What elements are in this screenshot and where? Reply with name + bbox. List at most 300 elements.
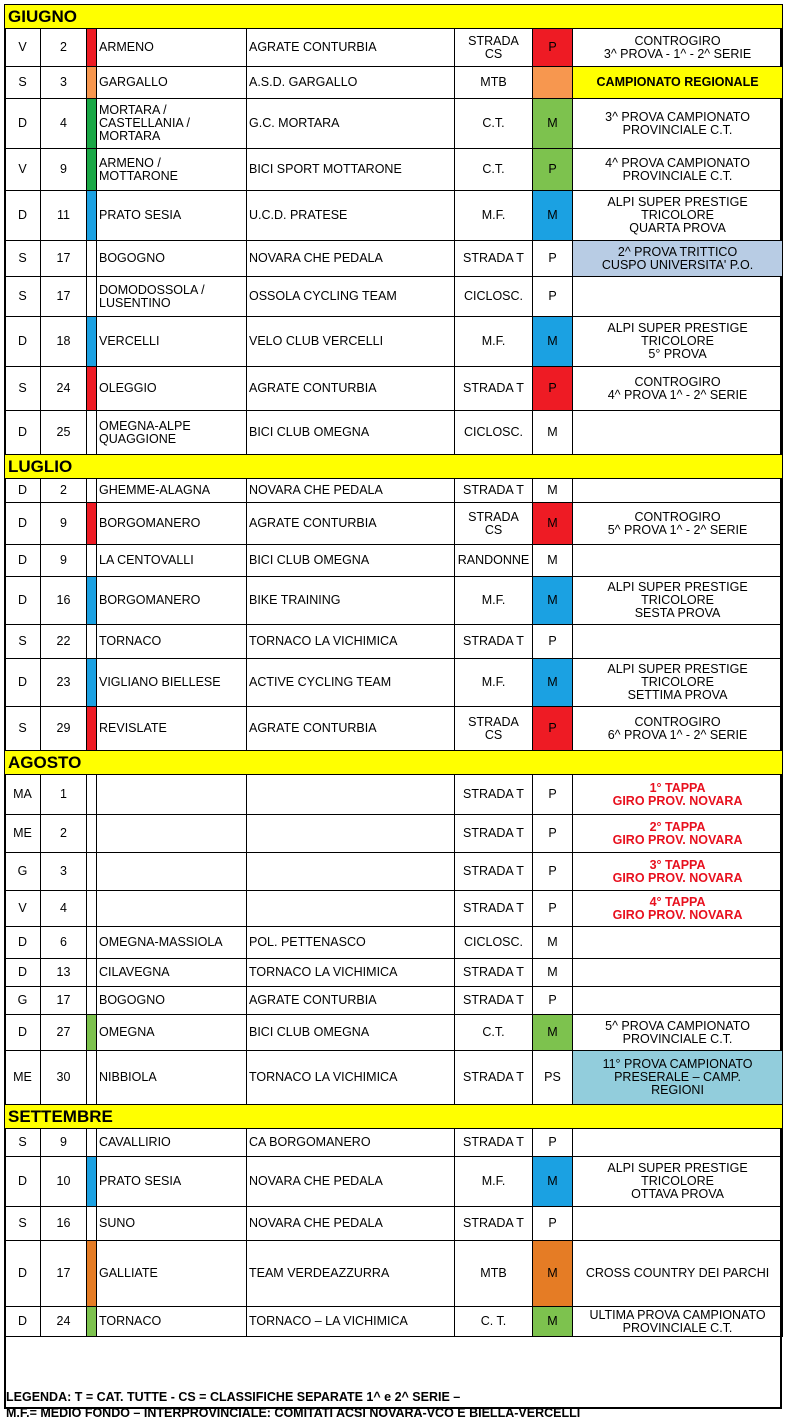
race-type-cell-line: MTB [480, 1266, 507, 1280]
event-row [5, 479, 783, 503]
notes-cell [573, 29, 783, 67]
event-row [5, 545, 783, 577]
notes-cell [573, 317, 783, 367]
notes-cell [573, 1207, 783, 1241]
location-cell-line: SUNO [99, 1216, 136, 1230]
race-type-cell [455, 149, 533, 191]
notes-cell [573, 853, 783, 891]
event-row [5, 1129, 783, 1157]
race-type-cell-line: STRADA T [463, 901, 524, 915]
date-cell: 9 [41, 503, 87, 545]
category-cell: M [533, 545, 573, 577]
weekday-cell: D [5, 503, 41, 545]
notes-cell-line: QUARTA PROVA [629, 221, 726, 235]
category-cell: M [533, 1157, 573, 1207]
race-type-cell-line: C.T. [482, 1025, 505, 1039]
category-color-bar [87, 503, 97, 545]
weekday-cell: D [5, 99, 41, 149]
race-type-cell-line: RANDONNE [457, 553, 530, 567]
race-type-cell [455, 1307, 533, 1337]
race-type-cell-line: C.T. [482, 116, 505, 130]
month-title: AGOSTO [5, 751, 783, 775]
month-header [5, 751, 783, 775]
race-type-cell [455, 987, 533, 1015]
date-cell: 1 [41, 775, 87, 815]
date-cell: 2 [41, 479, 87, 503]
location-cell [97, 241, 247, 277]
location-cell [97, 1307, 247, 1337]
notes-cell-line: GIRO PROV. NOVARA [612, 832, 743, 847]
notes-cell [573, 1129, 783, 1157]
race-type-cell-line: CS [484, 522, 503, 537]
organizer-cell [247, 707, 455, 751]
organizer-cell [247, 149, 455, 191]
weekday-cell: V [5, 891, 41, 927]
category-color-bar [87, 707, 97, 751]
notes-cell [573, 1157, 783, 1207]
location-cell [97, 1129, 247, 1157]
date-cell: 18 [41, 317, 87, 367]
notes-cell-line: TRICOLORE [641, 334, 714, 348]
weekday-cell: D [5, 1015, 41, 1051]
notes-cell [573, 891, 783, 927]
category-cell: P [533, 707, 573, 751]
category-color-bar [87, 29, 97, 67]
race-type-cell [455, 1207, 533, 1241]
event-row [5, 1015, 783, 1051]
organizer-cell [247, 577, 455, 625]
legend-line-1: LEGENDA: T = CAT. TUTTE - CS = CLASSIFICHE SEPARATE 1^ e 2^ SERIE – [6, 1390, 461, 1404]
calendar-body [5, 5, 783, 1337]
location-cell [97, 959, 247, 987]
location-cell [97, 149, 247, 191]
race-type-cell [455, 411, 533, 455]
location-cell-line: TORNACO [99, 1314, 162, 1328]
notes-cell-line: 2^ PROVA TRITTICO [617, 244, 738, 259]
organizer-cell [247, 411, 455, 455]
date-cell: 24 [41, 367, 87, 411]
race-type-cell [455, 853, 533, 891]
location-cell [97, 277, 247, 317]
race-type-cell-line: CS [484, 46, 503, 61]
date-cell: 2 [41, 29, 87, 67]
location-cell [97, 367, 247, 411]
date-cell: 16 [41, 1207, 87, 1241]
organizer-cell [247, 927, 455, 959]
location-cell [97, 191, 247, 241]
notes-cell [573, 99, 783, 149]
notes-cell-line: CROSS COUNTRY DEI PARCHI [585, 1266, 770, 1280]
location-cell [97, 625, 247, 659]
notes-cell-line: ALPI SUPER PRESTIGE [607, 1161, 748, 1175]
location-cell [97, 577, 247, 625]
race-type-cell [455, 775, 533, 815]
notes-cell-line: CONTROGIRO [634, 714, 721, 729]
organizer-cell-line: BICI SPORT MOTTARONE [249, 162, 402, 176]
notes-cell-line: GIRO PROV. NOVARA [612, 793, 743, 808]
notes-cell-line: TRICOLORE [641, 1174, 714, 1188]
race-type-cell-line: STRADA T [463, 634, 524, 648]
category-color-bar [87, 367, 97, 411]
event-row [5, 659, 783, 707]
location-cell-line: GHEMME-ALAGNA [99, 483, 211, 497]
organizer-cell [247, 853, 455, 891]
category-cell: P [533, 625, 573, 659]
location-cell-line: VIGLIANO BIELLESE [99, 675, 221, 689]
category-color-bar [87, 277, 97, 317]
notes-cell [573, 479, 783, 503]
notes-cell-line: TRICOLORE [641, 675, 714, 689]
date-cell: 6 [41, 927, 87, 959]
weekday-cell: S [5, 625, 41, 659]
organizer-cell [247, 959, 455, 987]
organizer-cell [247, 317, 455, 367]
notes-cell [573, 1051, 783, 1105]
category-cell: P [533, 29, 573, 67]
organizer-cell [247, 479, 455, 503]
category-color-bar [87, 1241, 97, 1307]
location-cell [97, 317, 247, 367]
location-cell-line: ARMENO / [99, 155, 161, 170]
date-cell: 30 [41, 1051, 87, 1105]
race-type-cell [455, 241, 533, 277]
weekday-cell: S [5, 707, 41, 751]
race-type-cell [455, 1241, 533, 1307]
organizer-cell-line: OSSOLA CYCLING TEAM [249, 289, 397, 303]
organizer-cell [247, 1015, 455, 1051]
category-cell: M [533, 99, 573, 149]
organizer-cell [247, 1157, 455, 1207]
notes-cell-line: 3° TAPPA [649, 857, 706, 872]
location-cell-line: LUSENTINO [99, 295, 171, 310]
event-row [5, 1207, 783, 1241]
race-type-cell [455, 277, 533, 317]
notes-cell-line: ALPI SUPER PRESTIGE [607, 580, 748, 594]
notes-cell [573, 959, 783, 987]
event-row [5, 99, 783, 149]
race-type-cell-line: M.F. [481, 208, 506, 222]
date-cell: 11 [41, 191, 87, 241]
notes-cell-line: GIRO PROV. NOVARA [612, 870, 743, 885]
notes-cell [573, 277, 783, 317]
category-cell: P [533, 853, 573, 891]
location-cell [97, 927, 247, 959]
notes-cell [573, 503, 783, 545]
weekday-cell: D [5, 577, 41, 625]
race-type-cell [455, 503, 533, 545]
organizer-cell [247, 1129, 455, 1157]
category-cell: P [533, 367, 573, 411]
category-color-bar [87, 149, 97, 191]
date-cell: 17 [41, 987, 87, 1015]
race-type-cell [455, 815, 533, 853]
organizer-cell-line: TORNACO LA VICHIMICA [249, 1070, 398, 1084]
organizer-cell [247, 815, 455, 853]
race-type-cell [455, 1051, 533, 1105]
notes-cell-line: 5^ PROVA 1^ - 2^ SERIE [607, 522, 748, 537]
event-row [5, 707, 783, 751]
race-type-cell [455, 577, 533, 625]
organizer-cell [247, 659, 455, 707]
location-cell-line: OLEGGIO [99, 381, 157, 395]
weekday-cell: ME [5, 815, 41, 853]
location-cell-line: BORGOMANERO [99, 593, 201, 607]
category-cell: M [533, 1015, 573, 1051]
date-cell: 2 [41, 815, 87, 853]
notes-cell [573, 67, 783, 99]
notes-cell-line: 4^ PROVA CAMPIONATO [605, 155, 750, 170]
race-type-cell [455, 191, 533, 241]
notes-cell-line: 3^ PROVA CAMPIONATO [605, 109, 750, 124]
category-cell: P [533, 1129, 573, 1157]
weekday-cell: ME [5, 1051, 41, 1105]
category-color-bar [87, 67, 97, 99]
organizer-cell-line: NOVARA CHE PEDALA [249, 251, 383, 265]
category-cell: M [533, 317, 573, 367]
event-row [5, 959, 783, 987]
weekday-cell: D [5, 1241, 41, 1307]
location-cell-line: GARGALLO [99, 75, 168, 89]
location-cell-line: PRATO SESIA [99, 1174, 182, 1188]
race-type-cell [455, 367, 533, 411]
weekday-cell: V [5, 29, 41, 67]
organizer-cell [247, 1307, 455, 1337]
legend-line-2: M.F.= MEDIO FONDO – INTERPROVINCIALE: COMITATI ACSI NOVARA-VCO E BIELLA-VERCELLI [6, 1406, 581, 1420]
notes-cell-line: CONTROGIRO [634, 509, 721, 524]
event-row [5, 625, 783, 659]
weekday-cell: D [5, 479, 41, 503]
notes-cell-line: ALPI SUPER PRESTIGE [607, 321, 748, 335]
notes-cell-line: 4° TAPPA [649, 894, 706, 909]
weekday-cell: S [5, 277, 41, 317]
location-cell [97, 707, 247, 751]
event-row [5, 927, 783, 959]
location-cell [97, 853, 247, 891]
notes-cell-line: CUSPO UNIVERSITA' P.O. [601, 257, 754, 272]
race-type-cell-line: STRADA T [463, 483, 524, 497]
organizer-cell [247, 29, 455, 67]
notes-cell-line: TRICOLORE [641, 208, 714, 222]
race-type-cell-line: STRADA T [463, 381, 524, 395]
notes-cell-line: 3^ PROVA - 1^ - 2^ SERIE [603, 46, 752, 61]
race-type-cell [455, 479, 533, 503]
race-type-cell-line: STRADA [468, 33, 519, 48]
date-cell: 23 [41, 659, 87, 707]
category-cell: M [533, 503, 573, 545]
organizer-cell-line: AGRATE CONTURBIA [249, 40, 377, 54]
notes-cell [573, 659, 783, 707]
race-type-cell-line: STRADA T [463, 864, 524, 878]
organizer-cell-line: TORNACO – LA VICHIMICA [249, 1314, 408, 1328]
location-cell-line: BOGOGNO [99, 993, 165, 1007]
location-cell-line: VERCELLI [99, 334, 160, 348]
notes-cell [573, 1307, 783, 1337]
location-cell [97, 1051, 247, 1105]
weekday-cell: D [5, 959, 41, 987]
notes-cell-line: 11° PROVA CAMPIONATO [602, 1057, 753, 1071]
race-type-cell-line: STRADA T [463, 251, 524, 265]
organizer-cell-line: AGRATE CONTURBIA [249, 381, 377, 395]
category-cell: P [533, 815, 573, 853]
category-color-bar [87, 815, 97, 853]
category-cell: P [533, 891, 573, 927]
month-title: LUGLIO [5, 455, 783, 479]
event-row [5, 1307, 783, 1337]
race-type-cell-line: CICLOSC. [463, 289, 524, 303]
category-cell: M [533, 411, 573, 455]
notes-cell [573, 927, 783, 959]
notes-cell [573, 149, 783, 191]
race-type-cell-line: M.F. [481, 593, 506, 607]
date-cell: 3 [41, 853, 87, 891]
event-row [5, 987, 783, 1015]
location-cell [97, 503, 247, 545]
weekday-cell: G [5, 853, 41, 891]
notes-cell-line: ALPI SUPER PRESTIGE [607, 195, 748, 209]
notes-cell-line: CONTROGIRO [634, 33, 721, 48]
notes-cell [573, 411, 783, 455]
race-type-cell-line: STRADA T [463, 1070, 524, 1084]
category-cell [533, 67, 573, 99]
organizer-cell-line: NOVARA CHE PEDALA [249, 1174, 383, 1188]
date-cell: 17 [41, 277, 87, 317]
category-color-bar [87, 1129, 97, 1157]
location-cell [97, 29, 247, 67]
date-cell: 27 [41, 1015, 87, 1051]
category-color-bar [87, 853, 97, 891]
race-type-cell-line: C.T. [482, 162, 505, 176]
date-cell: 9 [41, 1129, 87, 1157]
organizer-cell-line: ACTIVE CYCLING TEAM [249, 675, 392, 689]
weekday-cell: MA [5, 775, 41, 815]
category-color-bar [87, 987, 97, 1015]
event-row [5, 891, 783, 927]
organizer-cell-line: G.C. MORTARA [249, 116, 340, 130]
event-row [5, 241, 783, 277]
weekday-cell: D [5, 411, 41, 455]
location-cell [97, 775, 247, 815]
category-color-bar [87, 1015, 97, 1051]
race-type-cell-line: CICLOSC. [463, 425, 524, 439]
race-type-cell-line: STRADA T [463, 993, 524, 1007]
month-header [5, 455, 783, 479]
notes-cell-line: PROVINCIALE C.T. [622, 1031, 733, 1046]
race-type-cell-line: STRADA T [463, 826, 524, 840]
event-row [5, 775, 783, 815]
category-color-bar [87, 1157, 97, 1207]
race-type-cell [455, 659, 533, 707]
category-cell: PS [533, 1051, 573, 1105]
location-cell-line: DOMODOSSOLA / [99, 282, 205, 297]
weekday-cell: S [5, 1129, 41, 1157]
date-cell: 10 [41, 1157, 87, 1207]
race-type-cell [455, 707, 533, 751]
notes-cell [573, 1015, 783, 1051]
notes-cell-line: SESTA PROVA [634, 606, 721, 620]
organizer-cell [247, 99, 455, 149]
race-type-cell [455, 67, 533, 99]
race-type-cell [455, 959, 533, 987]
organizer-cell [247, 503, 455, 545]
organizer-cell-line: AGRATE CONTURBIA [249, 516, 377, 530]
race-type-cell [455, 99, 533, 149]
event-row [5, 191, 783, 241]
category-cell: M [533, 927, 573, 959]
category-cell: M [533, 479, 573, 503]
location-cell [97, 99, 247, 149]
location-cell-line: QUAGGIONE [99, 431, 177, 446]
organizer-cell [247, 367, 455, 411]
notes-cell [573, 775, 783, 815]
event-row [5, 367, 783, 411]
location-cell-line: OMEGNA-MASSIOLA [99, 935, 223, 949]
weekday-cell: V [5, 149, 41, 191]
notes-cell-line: 5^ PROVA CAMPIONATO [605, 1018, 750, 1033]
race-type-cell [455, 927, 533, 959]
weekday-cell: S [5, 367, 41, 411]
notes-cell-line: 4^ PROVA 1^ - 2^ SERIE [607, 387, 748, 402]
notes-cell-line: TRICOLORE [641, 593, 714, 607]
notes-cell-line: PROVINCIALE C.T. [622, 122, 733, 137]
location-cell-line: LA CENTOVALLI [99, 553, 194, 567]
location-cell [97, 1241, 247, 1307]
race-type-cell-line: STRADA [468, 509, 519, 524]
organizer-cell [247, 277, 455, 317]
event-row [5, 1051, 783, 1105]
date-cell: 3 [41, 67, 87, 99]
organizer-cell-line: BIKE TRAINING [249, 593, 341, 607]
notes-cell [573, 367, 783, 411]
notes-cell-line: ALPI SUPER PRESTIGE [607, 662, 748, 676]
organizer-cell [247, 67, 455, 99]
category-color-bar [87, 1051, 97, 1105]
location-cell [97, 1015, 247, 1051]
race-type-cell-line: CICLOSC. [463, 935, 524, 949]
category-color-bar [87, 1207, 97, 1241]
organizer-cell-line: AGRATE CONTURBIA [249, 721, 377, 735]
category-color-bar [87, 891, 97, 927]
month-title: GIUGNO [5, 5, 783, 29]
notes-cell-line: OTTAVA PROVA [631, 1187, 724, 1201]
organizer-cell-line: U.C.D. PRATESE [249, 208, 348, 222]
race-type-cell [455, 29, 533, 67]
organizer-cell-line: POL. PETTENASCO [249, 935, 366, 949]
race-type-cell-line: STRADA T [463, 1216, 524, 1230]
organizer-cell-line: AGRATE CONTURBIA [249, 993, 377, 1007]
race-type-cell [455, 1157, 533, 1207]
location-cell-line: OMEGNA [99, 1025, 155, 1039]
race-type-cell [455, 625, 533, 659]
location-cell-line: CASTELLANIA / [99, 116, 191, 130]
category-color-bar [87, 99, 97, 149]
date-cell: 9 [41, 545, 87, 577]
location-cell-line: MOTTARONE [99, 168, 178, 183]
organizer-cell [247, 775, 455, 815]
category-cell: M [533, 191, 573, 241]
weekday-cell: S [5, 241, 41, 277]
race-type-cell [455, 1015, 533, 1051]
legend [6, 1389, 776, 1421]
location-cell-line: MORTARA [99, 129, 161, 143]
date-cell: 17 [41, 241, 87, 277]
organizer-cell-line: BICI CLUB OMEGNA [249, 425, 370, 439]
month-header [5, 5, 783, 29]
category-color-bar [87, 775, 97, 815]
notes-cell [573, 707, 783, 751]
category-cell: M [533, 659, 573, 707]
organizer-cell [247, 1241, 455, 1307]
location-cell [97, 1207, 247, 1241]
